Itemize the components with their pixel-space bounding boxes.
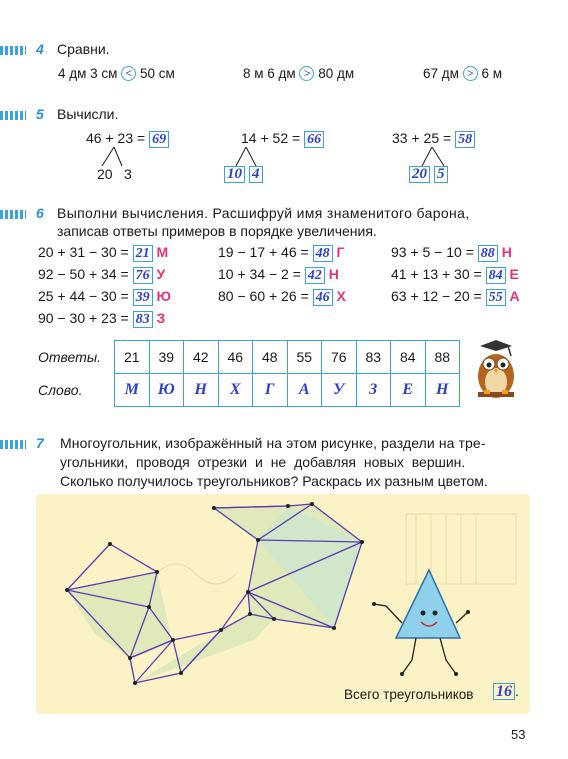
task4-item-2: 8 м 6 дм > 80 дм bbox=[243, 66, 355, 81]
task4-item-3: 67 дм > 6 м bbox=[423, 66, 503, 81]
task7-text-line1: Многоугольник, изображённый на этом рисунке, раздели на тре- bbox=[60, 435, 486, 451]
answer-cell: 55 bbox=[287, 341, 322, 374]
answers-table bbox=[114, 340, 460, 407]
total-triangles-label: Всего треугольников bbox=[344, 687, 474, 702]
task7-bar bbox=[0, 440, 26, 449]
task5-item-2: 14 + 52 = 66 bbox=[241, 130, 324, 148]
total-triangles-box: 16 bbox=[493, 683, 515, 700]
total-triangles: 16 . bbox=[493, 683, 519, 700]
answer-box: 58 bbox=[455, 131, 475, 148]
decomposition-lines bbox=[412, 146, 452, 168]
letter-cell: Н bbox=[184, 374, 219, 407]
task6-number: 6 bbox=[36, 205, 44, 221]
decomposition-lines bbox=[94, 146, 134, 168]
task6-example: 80 − 60 + 26 = 46 Х bbox=[218, 288, 346, 305]
answers-label: Ответы. bbox=[38, 349, 102, 365]
task6-example: 25 + 44 − 30 = 39 Ю bbox=[38, 288, 171, 305]
task6-example: 92 − 50 + 34 = 76 У bbox=[38, 266, 166, 283]
task6-bar bbox=[0, 210, 26, 219]
task6-example: 63 + 12 − 20 = 55 А bbox=[391, 288, 520, 305]
owl-illustration bbox=[470, 336, 522, 402]
answer-cell: 83 bbox=[356, 341, 391, 374]
task6-example: 20 + 31 − 30 = 21 М bbox=[38, 244, 169, 261]
task5-item-1: 46 + 23 = 69 bbox=[86, 130, 169, 148]
task6-example: 93 + 5 − 10 = 88 Н bbox=[391, 244, 512, 261]
task6-text-line1: Выполни вычисления. Расшифруй имя знаменитого барона, bbox=[57, 205, 470, 221]
decomposition-part: 3 bbox=[124, 166, 132, 182]
comparison-sign: > bbox=[463, 66, 478, 81]
triangle-character bbox=[372, 568, 472, 686]
task6-example: 90 − 30 + 23 = 83 З bbox=[38, 310, 166, 327]
decomposition-boxes: 20 5 bbox=[409, 166, 448, 183]
task4-number: 4 bbox=[36, 41, 44, 57]
answer-cell: 46 bbox=[218, 341, 253, 374]
decomposition-part: 20 bbox=[97, 166, 113, 182]
answer-cell: 76 bbox=[322, 341, 357, 374]
answer-cell: 21 bbox=[115, 341, 150, 374]
task7-text-line3: Сколько получилось треугольников? Раскрась их разным цветом. bbox=[60, 473, 488, 489]
decomposition-lines bbox=[226, 146, 266, 168]
letter-cell: Е bbox=[391, 374, 426, 407]
task6-text-line2: записав ответы примеров в порядке увеличения. bbox=[57, 223, 377, 239]
letter-cell: Х bbox=[218, 374, 253, 407]
task4-title: Сравни. bbox=[57, 41, 110, 57]
task7-number: 7 bbox=[36, 435, 44, 451]
answers-row bbox=[115, 341, 460, 374]
answer-cell: 84 bbox=[391, 341, 426, 374]
letter-cell: У bbox=[322, 374, 357, 407]
word-label: Слово. bbox=[38, 382, 83, 398]
task4-bar bbox=[0, 46, 26, 55]
task5-item-3: 33 + 25 = 58 bbox=[392, 130, 475, 148]
page-number: 53 bbox=[511, 727, 526, 742]
task6-example: 19 − 17 + 46 = 48 Г bbox=[218, 244, 345, 261]
task5-title: Вычисли. bbox=[57, 106, 119, 122]
answer-cell: 39 bbox=[149, 341, 184, 374]
letter-cell: М bbox=[115, 374, 150, 407]
polygon-scene bbox=[36, 494, 530, 714]
task5-number: 5 bbox=[36, 106, 44, 122]
answer-cell: 88 bbox=[425, 341, 460, 374]
letter-cell: З bbox=[356, 374, 391, 407]
comparison-sign: > bbox=[299, 66, 314, 81]
letter-cell: Г bbox=[253, 374, 288, 407]
task6-example: 10 + 34 − 2 = 42 Н bbox=[218, 266, 339, 283]
answer-cell: 42 bbox=[184, 341, 219, 374]
comparison-sign: < bbox=[121, 66, 136, 81]
task4-item-1: 4 дм 3 см < 50 см bbox=[58, 66, 175, 81]
answer-box: 69 bbox=[149, 131, 169, 148]
answer-cell: 48 bbox=[253, 341, 288, 374]
task5-bar bbox=[0, 111, 26, 120]
task6-example: 41 + 13 + 30 = 84 Е bbox=[391, 266, 519, 283]
letter-cell: А bbox=[287, 374, 322, 407]
task7-text-line2: угольники, проводя отрезки и не добавляя новых вершин. bbox=[60, 454, 466, 470]
letter-cell: Н bbox=[425, 374, 460, 407]
decomposition-boxes: 10 4 bbox=[224, 166, 263, 183]
letter-cell: Ю bbox=[149, 374, 184, 407]
word-row bbox=[115, 374, 460, 407]
answer-box: 66 bbox=[304, 131, 324, 148]
